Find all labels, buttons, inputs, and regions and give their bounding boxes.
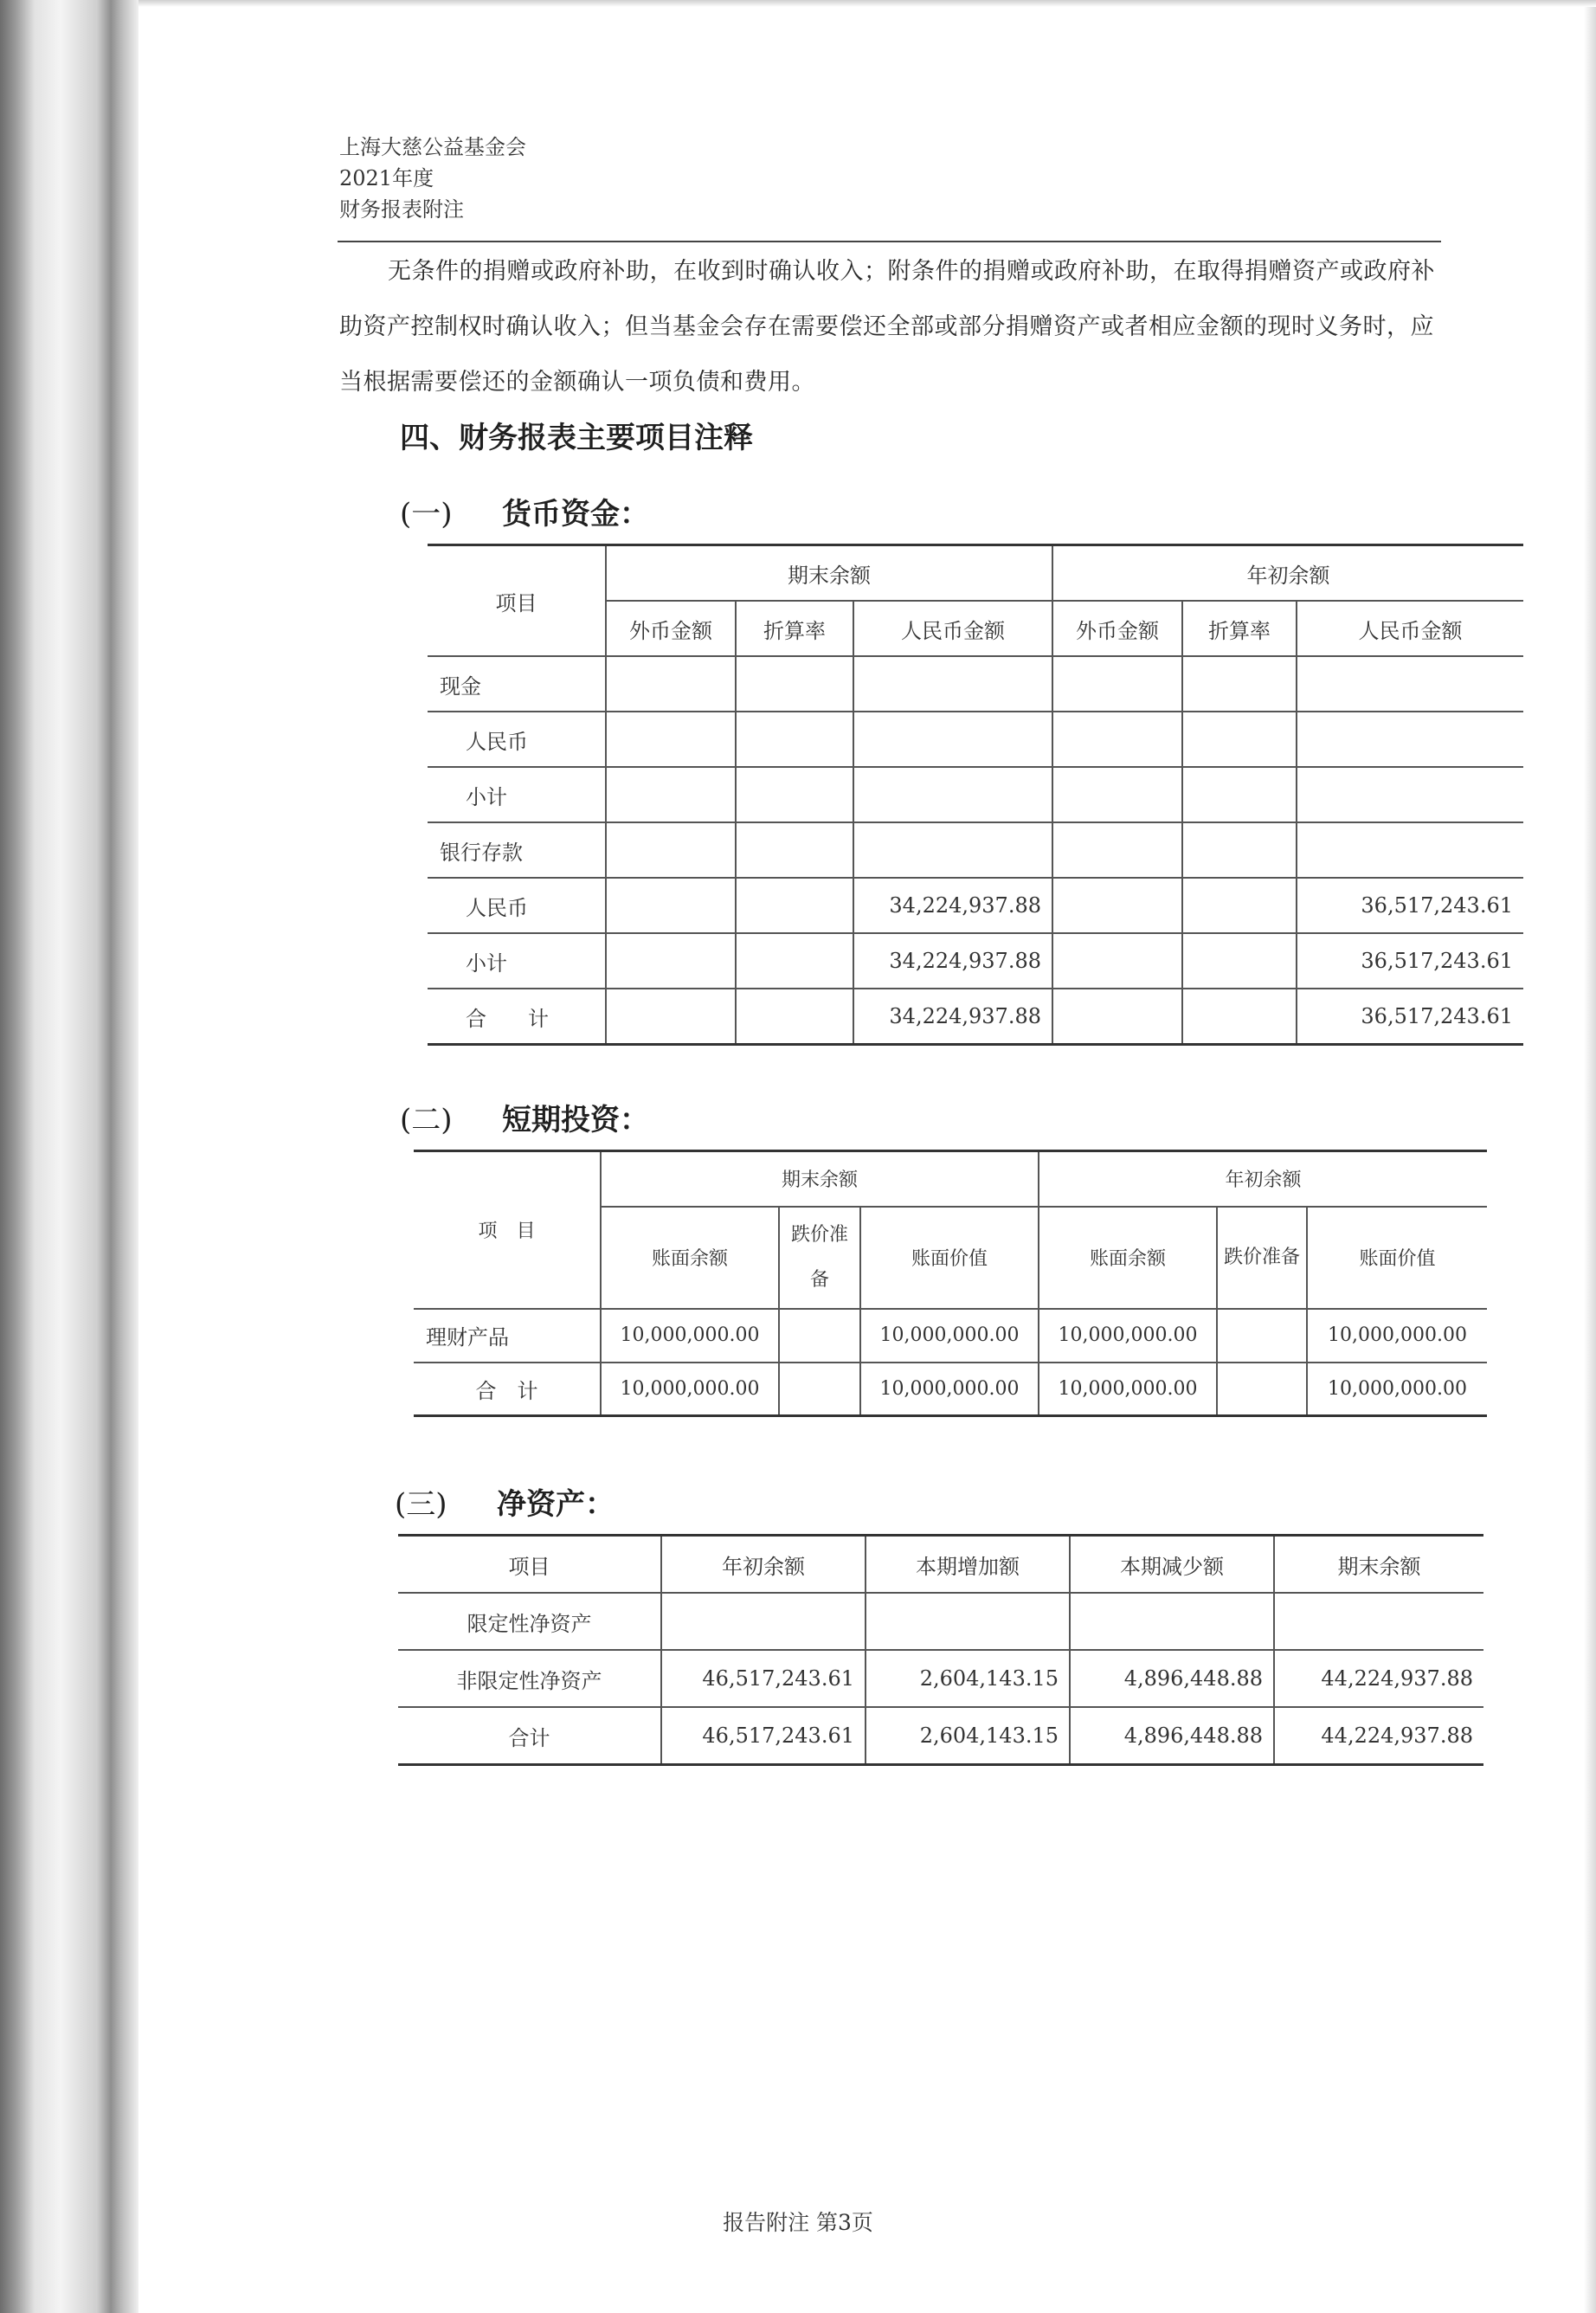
intro-paragraph [339, 244, 1438, 410]
na-header-begin: 年初余额 [661, 1536, 866, 1594]
cash-header-begin: 年初余额 [1052, 545, 1523, 602]
na-header-item: 项目 [398, 1536, 661, 1594]
cash-table [428, 544, 1523, 1046]
cash-end-rmb [853, 712, 1052, 767]
table-row [398, 1593, 1483, 1650]
inv-end-provision [779, 1363, 860, 1416]
cash-begin-rmb: 36,517,243.61 [1297, 933, 1523, 989]
na-increase [866, 1593, 1070, 1650]
na-end: 44,224,937.88 [1274, 1650, 1483, 1707]
cash-row-label: 小计 [428, 767, 606, 822]
subsection-cash-label: 货币资金： [502, 497, 649, 532]
cash-end-rmb: 34,224,937.88 [853, 878, 1052, 933]
cash-end-rmb: 34,224,937.88 [853, 933, 1052, 989]
na-increase: 2,604,143.15 [866, 1707, 1070, 1765]
subsection-net-assets-label: 净资产： [497, 1487, 615, 1522]
table-row [428, 822, 1523, 878]
na-row-label: 合计 [398, 1707, 661, 1765]
inv-header-end-provision: 跌价准备 [779, 1207, 860, 1309]
table-row [428, 878, 1523, 933]
cash-header-item: 项目 [428, 545, 606, 657]
inv-end-provision [779, 1309, 860, 1363]
na-begin [661, 1593, 866, 1650]
na-increase: 2,604,143.15 [866, 1650, 1070, 1707]
na-header-end: 期末余额 [1274, 1536, 1483, 1594]
cash-header-begin-rate: 折算率 [1182, 601, 1297, 656]
na-decrease: 4,896,448.88 [1070, 1707, 1274, 1765]
cash-end-rmb [853, 656, 1052, 712]
inv-header-end-value: 账面价值 [860, 1207, 1039, 1309]
cash-header-end-fx: 外币金额 [606, 601, 736, 656]
na-decrease [1070, 1593, 1274, 1650]
inv-begin-provision [1217, 1363, 1307, 1416]
inv-row-label: 理财产品 [414, 1309, 601, 1363]
cash-header-begin-fx: 外币金额 [1052, 601, 1182, 656]
table-row [398, 1650, 1483, 1707]
header-rule [338, 241, 1441, 242]
scan-top-edge [138, 0, 1596, 7]
cash-row-label: 人民币 [428, 712, 606, 767]
na-header-decrease: 本期减少额 [1070, 1536, 1274, 1594]
na-row-label: 非限定性净资产 [398, 1650, 661, 1707]
cash-begin-rmb [1297, 712, 1523, 767]
cash-header-begin-rmb: 人民币金额 [1297, 601, 1523, 656]
cash-begin-rmb: 36,517,243.61 [1297, 878, 1523, 933]
header-doc: 财务报表附注 [339, 197, 464, 222]
inv-end-value: 10,000,000.00 [860, 1363, 1039, 1416]
inv-header-begin: 年初余额 [1039, 1151, 1487, 1207]
cash-row-label: 现金 [428, 656, 606, 712]
inv-begin-value: 10,000,000.00 [1307, 1363, 1487, 1416]
cash-header-end-rate: 折算率 [736, 601, 853, 656]
subsection-investment-label: 短期投资： [502, 1103, 649, 1137]
table-row [428, 656, 1523, 712]
cash-end-rmb [853, 822, 1052, 878]
table-row [428, 712, 1523, 767]
subsection-net-assets-num: (三) [395, 1487, 447, 1522]
net-assets-table [398, 1534, 1483, 1766]
subsection-investment-title [400, 1096, 649, 1138]
subsection-investment-num: (二) [400, 1103, 453, 1137]
section-title: 四、财务报表主要项目注释 [400, 421, 753, 455]
cash-row-label: 小计 [428, 933, 606, 989]
subsection-cash-title [400, 490, 649, 532]
table-row [414, 1309, 1487, 1363]
cash-row-label: 人民币 [428, 878, 606, 933]
running-header [339, 132, 526, 225]
na-begin: 46,517,243.61 [661, 1707, 866, 1765]
cash-row-label: 银行存款 [428, 822, 606, 878]
cash-end-rmb [853, 767, 1052, 822]
cash-begin-rmb [1297, 767, 1523, 822]
table-row [428, 767, 1523, 822]
table-row [428, 989, 1523, 1045]
inv-header-end: 期末余额 [601, 1151, 1039, 1207]
na-end [1274, 1593, 1483, 1650]
cash-header-end-rmb: 人民币金额 [853, 601, 1052, 656]
na-header-increase: 本期增加额 [866, 1536, 1070, 1594]
inv-header-end-book: 账面余额 [601, 1207, 779, 1309]
inv-begin-book: 10,000,000.00 [1039, 1309, 1217, 1363]
inv-begin-value: 10,000,000.00 [1307, 1309, 1487, 1363]
subsection-net-assets-title [395, 1480, 615, 1523]
subsection-cash-num: (一) [400, 497, 453, 532]
scan-right-edge [1584, 0, 1596, 2313]
cash-header-end: 期末余额 [606, 545, 1052, 602]
inv-end-book: 10,000,000.00 [601, 1363, 779, 1416]
inv-end-book: 10,000,000.00 [601, 1309, 779, 1363]
cash-row-label: 合 计 [428, 989, 606, 1045]
cash-begin-rmb [1297, 656, 1523, 712]
cash-end-rmb: 34,224,937.88 [853, 989, 1052, 1045]
table-row [428, 933, 1523, 989]
na-row-label: 限定性净资产 [398, 1593, 661, 1650]
inv-header-begin-provision: 跌价准备 [1217, 1207, 1307, 1309]
inv-begin-provision [1217, 1309, 1307, 1363]
header-org: 上海大慈公益基金会 [339, 135, 526, 159]
scan-binding-shadow [0, 0, 138, 2313]
inv-header-begin-value: 账面价值 [1307, 1207, 1487, 1309]
page-footer: 报告附注 第3页 [723, 2210, 873, 2235]
table-row [398, 1707, 1483, 1765]
inv-row-label: 合 计 [414, 1363, 601, 1416]
cash-begin-rmb [1297, 822, 1523, 878]
investment-table [414, 1150, 1487, 1417]
inv-begin-book: 10,000,000.00 [1039, 1363, 1217, 1416]
header-year: 2021年度 [339, 166, 434, 190]
cash-begin-rmb: 36,517,243.61 [1297, 989, 1523, 1045]
inv-end-value: 10,000,000.00 [860, 1309, 1039, 1363]
na-end: 44,224,937.88 [1274, 1707, 1483, 1765]
intro-text: 无条件的捐赠或政府补助，在收到时确认收入；附条件的捐赠或政府补助，在取得捐赠资产或政府补助资产控制权时确认收入；但当基金会存在需要偿还全部或部分捐赠资产或者相应金额的现时义务时，应当根据需要偿还的金额确认一项负债和费用。 [339, 258, 1435, 396]
table-row [414, 1363, 1487, 1416]
na-decrease: 4,896,448.88 [1070, 1650, 1274, 1707]
inv-header-begin-book: 账面余额 [1039, 1207, 1217, 1309]
inv-header-item: 项 目 [414, 1151, 601, 1309]
na-begin: 46,517,243.61 [661, 1650, 866, 1707]
